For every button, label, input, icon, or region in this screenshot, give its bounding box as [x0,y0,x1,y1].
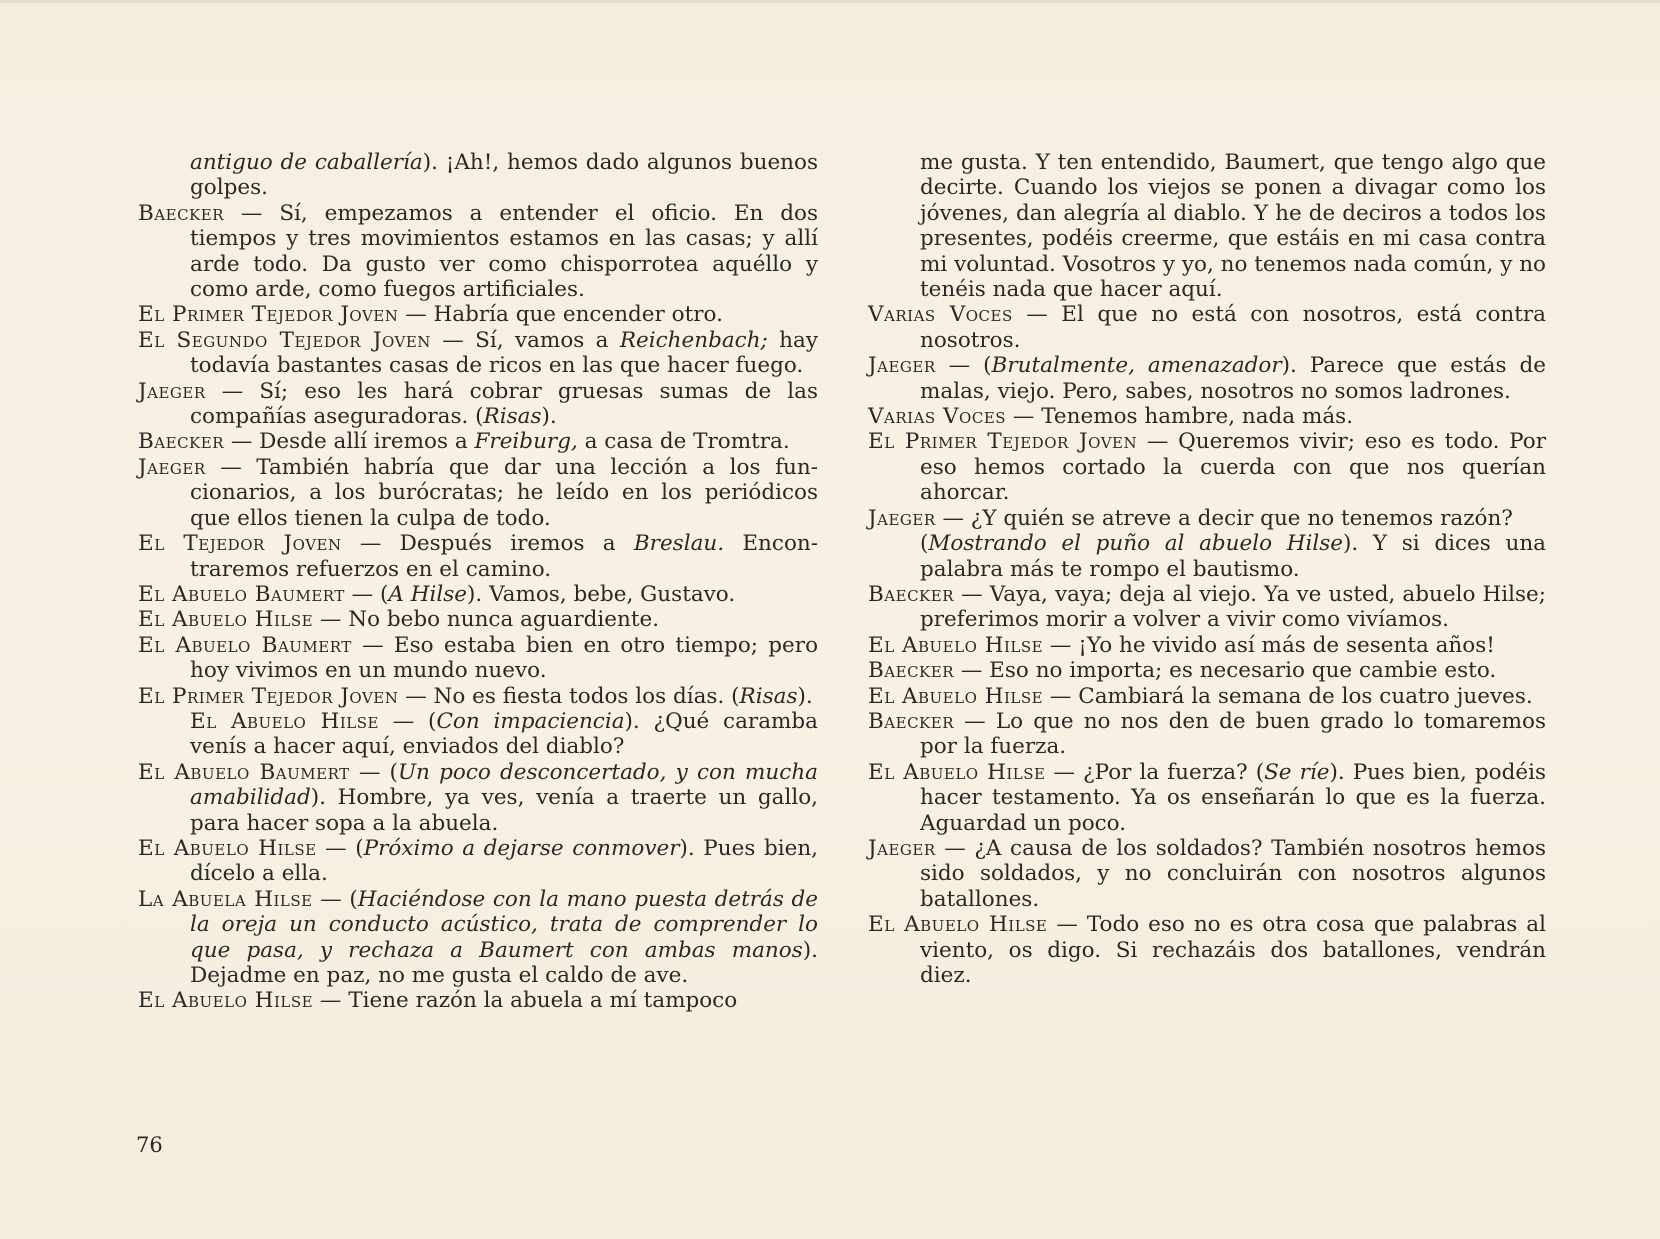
dialogue-text: — También habría que dar una lección a los funcionarios, a los burócratas; he leído en los periódicos que ellos tienen la culpa de todo. [190,454,818,531]
dialogue-paragraph [868,302,1546,353]
speaker-name: Varias Voces [868,302,1013,328]
dialogue-paragraph [138,302,818,327]
dialogue-paragraph [138,633,818,684]
dialogue-text: — ¡Yo he vivido así más de sesenta años! [1043,632,1495,658]
speaker-name: Baecker [868,708,955,734]
dialogue-text: — Vaya, vaya; deja al viejo. Ya ve usted, abuelo Hilse; preferimos morir a volver a vivir como vivíamos. [920,581,1546,633]
dialogue-paragraph [138,887,818,989]
dialogue-text: — Sí, empezamos a entender el oficio. En dos tiempos y tres movimientos estamos en las casas; y allí arde todo. Da gusto ver como chisporrotea aquéllo y como arde, como fuegos artificiales. [190,200,818,303]
dialogue-paragraph [868,658,1546,683]
speaker-name: La Abuela Hilse [138,886,313,912]
dialogue-text: — Sí, vamos a [430,327,620,353]
stage-direction: Haciéndose con la mano puesta detrás de la oreja un conducto acústico, trata de comprender lo que pasa, y rechaza a Baumert con ambas manos [190,886,818,963]
dialogue-text: — Queremos vivir; eso es todo. Por eso hemos cortado la cuerda con que nos querían ahorcar. [920,429,1546,506]
speaker-name: Jaeger [868,353,936,379]
dialogue-paragraph [868,709,1546,760]
stage-direction: Brutalmente, amenazador [991,353,1282,379]
dialogue-text: ). Pues bien, dícelo a ella. [190,835,818,887]
speaker-name: El Abuelo Hilse [138,988,314,1014]
speaker-name: El Abuelo Hilse [138,835,317,861]
dialogue-paragraph [868,404,1546,429]
dialogue-text: — ( [344,581,389,607]
dialogue-paragraph [138,582,818,607]
dialogue-text: — Eso no importa; es necesario que cambie esto. [954,658,1497,684]
dialogue-text: — ( [349,759,398,785]
dialogue-text: me gusta. Y ten entendido, Baumert, que tengo algo que decirte. Cuando los viejos se ponen a divagar como los jóvenes, dan alegría al diablo. Y he de deciros a todos los presentes, podéis creerme, que estáis en mi casa contra mi voluntad. Vosotros y yo, no tenemos nada común, y no tenéis nada que hacer aquí. [920,150,1546,303]
dialogue-paragraph [138,455,818,531]
stage-direction: Freiburg, [474,429,578,455]
dialogue-text: Encontraremos refuerzos en el camino. [190,531,818,582]
speaker-name: El Abuelo Baumert [138,581,345,607]
dialogue-text: — ¿Y quién se atreve a decir que no tenemos razón? [935,505,1513,531]
dialogue-paragraph [868,836,1546,912]
dialogue-text: — Desde allí iremos a [224,429,475,455]
dialogue-paragraph [138,836,818,887]
speaker-name: El Abuelo Hilse [138,607,314,633]
dialogue-text: — Cambiará la semana de los cuatro jueves. [1043,683,1533,709]
stage-direction: Un poco desconcertado, y con mucha amabilidad [190,759,818,811]
speaker-name: El Abuelo Hilse [868,912,1048,938]
dialogue-text: a casa de Tromtra. [577,429,790,455]
dialogue-text: — ( [378,708,437,734]
stage-direction: Risas [483,404,542,430]
speaker-name: El Abuelo Hilse [868,759,1046,785]
dialogue-text: — Tiene razón la abuela a mí tampoco [313,988,738,1014]
dialogue-text: — Después iremos a [341,531,634,557]
dialogue-paragraph [868,633,1546,658]
speaker-name: El Primer Tejedor Joven [138,302,399,328]
page-number: 76 [136,1133,163,1157]
speaker-name: Baecker [138,429,225,455]
speaker-name: Baecker [868,581,955,607]
dialogue-paragraph [138,709,818,760]
speaker-name: Jaeger [868,835,936,861]
dialogue-text: ). [541,404,557,430]
dialogue-paragraph [868,760,1546,836]
speaker-name: El Abuelo Hilse [190,708,379,734]
dialogue-text: — ¿Por la fuerza? ( [1045,759,1265,785]
dialogue-text: ). Vamos, bebe, Gustavo. [467,581,736,607]
dialogue-text: ). Parece que estás de malas, viejo. Pero, sabes, nosotros no somos ladrones. [920,353,1546,404]
dialogue-paragraph [868,429,1546,505]
dialogue-text: ). Pues bien, podéis hacer testamento. Ya os enseñarán lo que es la fuerza. Aguardad un poco. [920,759,1546,836]
dialogue-paragraph [138,531,818,582]
dialogue-paragraph [868,150,1546,302]
speaker-name: Varias Voces [868,404,1007,430]
dialogue-text: — El que no está con nosotros, está contra nosotros. [920,302,1546,353]
dialogue-text: hay todavía bastantes casas de ricos en las que hacer fuego. [190,327,818,379]
speaker-name: El Abuelo Hilse [868,683,1044,709]
speaker-name: El Tejedor Joven [138,531,342,557]
speaker-name: El Segundo Tejedor Joven [138,327,431,353]
dialogue-paragraph [138,379,818,430]
speaker-name: Baecker [138,200,225,226]
dialogue-paragraph [868,531,1546,582]
speaker-name: Baecker [868,658,955,684]
dialogue-text: — ( [935,353,992,379]
dialogue-text: — ( [316,835,364,861]
dialogue-paragraph [868,506,1546,531]
speaker-name: El Primer Tejedor Joven [138,683,399,709]
dialogue-text: — ( [312,886,358,912]
dialogue-text: — No bebo nunca aguardiente. [313,607,660,633]
dialogue-paragraph [138,988,818,1013]
dialogue-text: ). Dejadme en paz, no me gusta el caldo de ave. [190,937,818,988]
left-column [138,150,818,1014]
speaker-name: El Primer Tejedor Joven [868,429,1138,455]
stage-direction: Próximo a dejarse conmover [363,835,680,861]
speaker-name: El Abuelo Baumert [138,759,350,785]
dialogue-text: ). ¿Qué caramba venís a hacer aquí, enviados del diablo? [190,708,818,760]
dialogue-text: ). ¡Ah!, hemos dado algunos buenos golpes. [190,150,818,201]
dialogue-text: — No es fiesta todos los días. ( [398,683,740,709]
dialogue-paragraph [138,760,818,836]
stage-direction: Con impaciencia [436,708,625,734]
stage-direction: Reichenbach; [619,327,768,353]
dialogue-text: — Tenemos hambre, nada más. [1006,404,1354,430]
dialogue-paragraph [138,684,818,709]
stage-direction: Mostrando el puño al abuelo Hilse [928,531,1343,557]
dialogue-paragraph [138,429,818,454]
dialogue-text: — Todo eso no es otra cosa que palabras al viento, os digo. Si rechazáis dos batallones, vendrán diez. [920,912,1546,988]
dialogue-text: ). [797,683,813,709]
dialogue-paragraph [138,150,818,201]
right-column [868,150,1546,988]
stage-direction: Risas [739,683,798,709]
dialogue-paragraph [868,353,1546,404]
dialogue-text: ( [920,531,929,557]
dialogue-text: — Lo que no nos den de buen grado lo tomaremos por la fuerza. [920,708,1546,760]
page-edge [0,0,1660,3]
stage-direction: Breslau. [633,531,725,557]
dialogue-paragraph [138,607,818,632]
dialogue-text: ). Y si dices una palabra más te rompo el bautismo. [920,531,1546,582]
dialogue-paragraph [868,684,1546,709]
speaker-name: Jaeger [868,505,936,531]
speaker-name: El Abuelo Baumert [138,632,352,658]
stage-direction: Se ríe [1264,759,1330,785]
dialogue-paragraph [868,582,1546,633]
dialogue-text: — ¿A causa de los soldados? También nosotros hemos sido soldados, y no concluirán con nosotros algunos batallones. [920,835,1546,912]
dialogue-text: — Habría que encender otro. [398,302,723,328]
dialogue-paragraph [138,328,818,379]
dialogue-paragraph [868,912,1546,988]
speaker-name: Jaeger [138,378,206,404]
stage-direction: A Hilse [388,581,468,607]
dialogue-text: — Sí; eso les hará cobrar gruesas sumas de las compañías aseguradoras. ( [190,378,818,430]
dialogue-text: — Eso estaba bien en otro tiempo; pero hoy vivimos en un mundo nuevo. [190,632,819,684]
speaker-name: El Abuelo Hilse [868,632,1044,658]
dialogue-paragraph [138,201,818,303]
speaker-name: Jaeger [138,454,206,480]
stage-direction: antiguo de caballería [190,150,423,175]
dialogue-text: ). Hombre, ya ves, venía a traerte un gallo, para hacer sopa a la abuela. [190,785,818,836]
